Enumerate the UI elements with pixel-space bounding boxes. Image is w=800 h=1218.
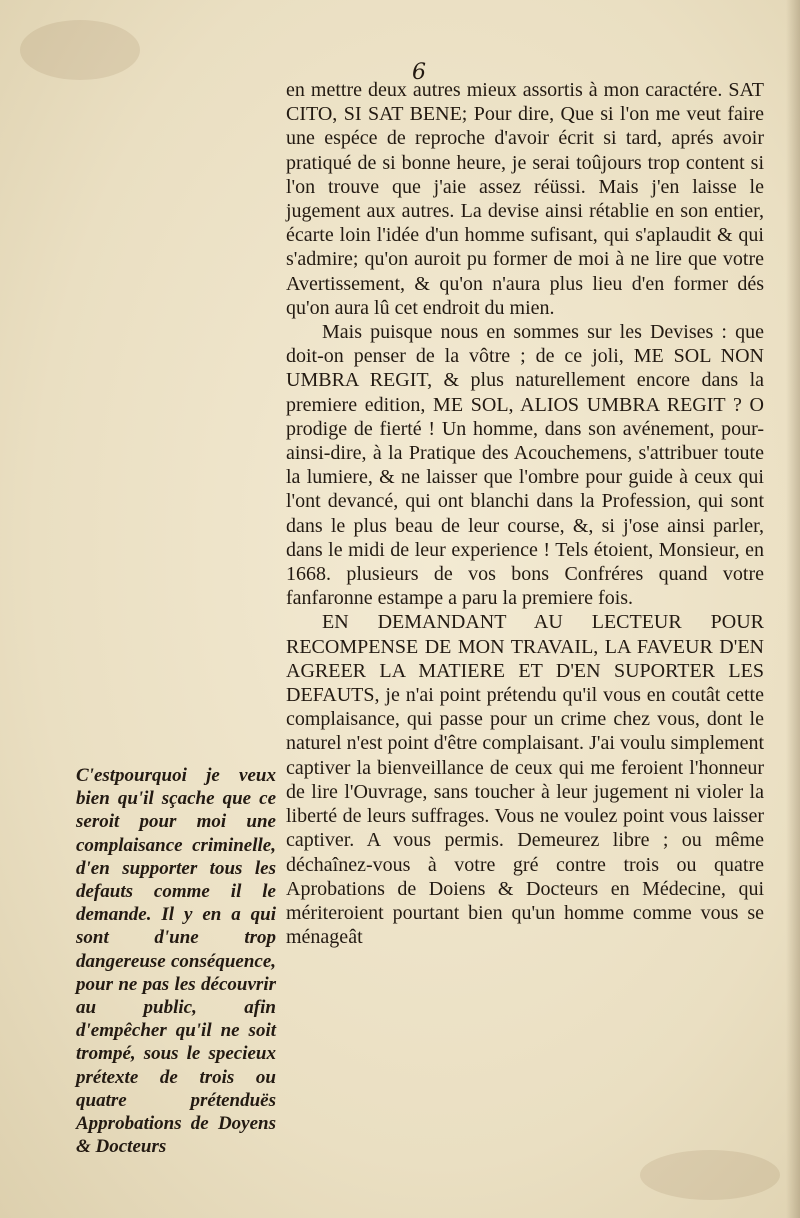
main-text-column <box>286 78 764 949</box>
page-edge-shadow <box>786 0 800 1218</box>
paragraph-3: EN DEMANDANT AU LECTEUR POUR RECOMPENSE DE MON TRAVAIL, LA FAVEUR D'EN AGREER LA MATIERE ET D'EN SUPORTER LES DEFAUTS, je n'ai point prétendu qu'il vous en coutât cette complaisance, qui passe pour un crime chez vous, dont le naturel n'est point d'être complaisant. J'ai voulu simplement captiver la bienveillance de ceux qui me feroient l'honneur de lire l'Ouvrage, sans toucher à leur jugement ni violer la liberté de leurs suffrages. Vous ne voulez point vous laisser captiver. A vous permis. Demeurez libre ; ou même déchaînez-vous à votre gré contre trois ou quatre Aprobations de Doiens & Docteurs en Médecine, qui mériteroient pourtant bien qu'un homme comme vous se ménageât <box>286 611 764 949</box>
margin-note: C'estpourquoi je veux bien qu'il sçache que ce seroit pour moi une complaisance criminelle, d'en supporter tous les defauts comme il le demande. Il y en a qui sont d'une trop dangereuse conséquence, pour ne pas les découvrir au public, afin d'empêcher qu'il ne soit trompé, sous le specieux prétexte de trois ou quatre prétenduës Approbations de Doyens & Docteurs <box>76 765 276 1158</box>
page-number: 6 <box>412 60 426 85</box>
paragraph-1: en mettre deux autres mieux assortis à mon caractére. SAT CITO, SI SAT BENE; Pour dire, Que si l'on me veut faire une espéce de reproche d'avoir écrit si tard, aprés avoir pratiqué de si bonne heure, je serai toûjours trop content si l'on trouve que j'aie assez réüssi. Mais j'en laisse le jugement aux autres. La devise ainsi rétablie en son entier, écarte loin l'idée d'un homme sufisant, qui s'aplaudit & qui s'admire; qu'on auroit pu former de moi à ne lire que votre Avertissement, & qu'on n'aura plus lieu d'en former dés qu'on aura lû cet endroit du mien. <box>286 79 764 319</box>
paper-stain <box>20 20 140 80</box>
paper-stain <box>640 1150 780 1200</box>
paragraph-2: Mais puisque nous en sommes sur les Devises : que doit-on penser de la vôtre ; de ce joli, ME SOL NON UMBRA REGIT, & plus naturellement encore dans la premiere edition, ME SOL, ALIOS UMBRA REGIT ? O prodige de fierté ! Un homme, dans son avénement, pour-ainsi-dire, à la Pratique des Acouchemens, s'attribuer toute la lumiere, & ne laisser que l'ombre pour guide à ceux qui l'ont devancé, qui ont blanchi dans la Profession, qui sont dans le plus beau de leur course, &, si j'ose ainsi parler, dans le midi de leur experience ! Tels étoient, Monsieur, en 1668. plusieurs de vos bons Confréres quand votre fanfaronne estampe a paru la premiere fois. <box>286 321 764 610</box>
